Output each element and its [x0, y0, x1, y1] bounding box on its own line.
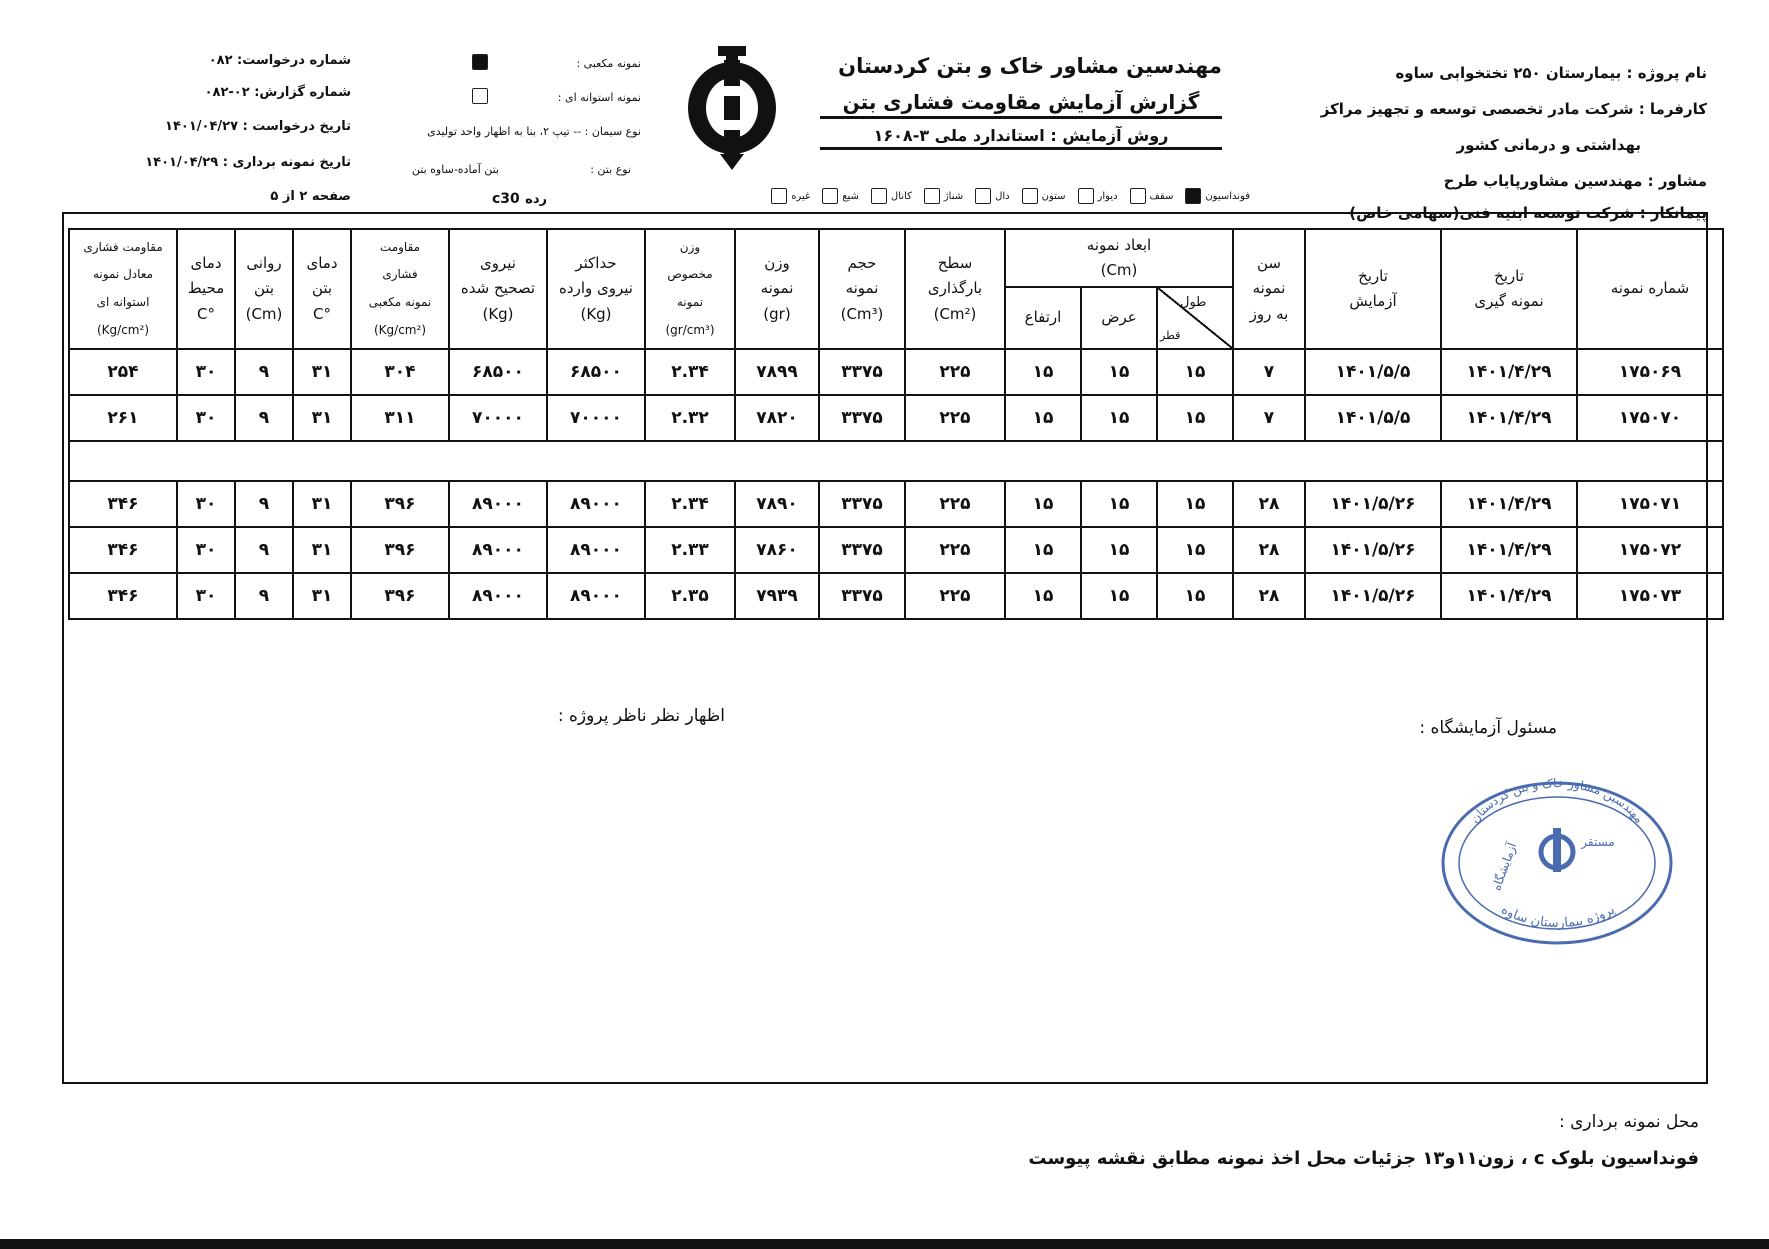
- table-cell: ۸۹۰۰۰: [449, 573, 547, 619]
- svg-text:مهندسین مشاور خاک و بتن کردستا: [1468, 778, 1647, 826]
- table-cell: ۱۵: [1005, 481, 1081, 527]
- table-cell: ۲۸: [1233, 527, 1305, 573]
- table-cell: ۳۱: [293, 573, 351, 619]
- table-cell: ۱۴۰۱/۴/۲۹: [1441, 573, 1577, 619]
- element-type-options: [720, 188, 1250, 204]
- stamp-ring-text: مهندسین مشاور خاک و بتن کردستان: [1467, 778, 1647, 826]
- table-cell: ۱۴۰۱/۵/۲۶: [1305, 573, 1441, 619]
- table-cell: ۱۵: [1005, 573, 1081, 619]
- table-row: [69, 395, 1723, 441]
- header-cube-strength: مقاومت فشاری نمونه مکعبی (Kg/cm²): [351, 229, 449, 349]
- table-cell: ۱۷۵۰۷۲: [1577, 527, 1723, 573]
- report-title: گزارش آزمایش مقاومت فشاری بتن: [820, 90, 1222, 119]
- element-option-slope[interactable]: شیع: [822, 188, 859, 204]
- table-cell: ۷۰۰۰۰: [547, 395, 645, 441]
- header-width: عرض: [1081, 287, 1157, 349]
- concrete-type-label: نوع بتن :: [590, 163, 631, 176]
- table-cell: ۳۳۷۵: [819, 573, 905, 619]
- element-checkbox[interactable]: [771, 188, 787, 204]
- header-weight: وزن نمونه (gr): [735, 229, 819, 349]
- sampling-date: تاریخ نمونه برداری : ۱۴۰۱/۰۴/۲۹: [145, 155, 351, 170]
- element-checkbox[interactable]: [1022, 188, 1038, 204]
- table-cell: ۲۲۵: [905, 349, 1005, 395]
- table-cell: ۸۹۰۰۰: [449, 527, 547, 573]
- table-cell: ۳۰: [177, 349, 235, 395]
- table-cell: ۸۹۰۰۰: [547, 481, 645, 527]
- employer: کارفرما : شرکت مادر تخصصی توسعه و تجهیز مراکز: [1320, 100, 1707, 118]
- table-cell: ۲.۳۲: [645, 395, 735, 441]
- table-cell: ۱۵: [1157, 527, 1233, 573]
- results-table-body: [69, 349, 1723, 619]
- table-cell: ۳۰۴: [351, 349, 449, 395]
- table-cell: ۷۸۲۰: [735, 395, 819, 441]
- element-checkbox[interactable]: [1078, 188, 1094, 204]
- table-cell: ۱۵: [1081, 573, 1157, 619]
- table-cell: ۳۴۶: [69, 527, 177, 573]
- table-cell: ۳۹۶: [351, 573, 449, 619]
- table-cell: ۹: [235, 481, 293, 527]
- table-cell: ۸۹۰۰۰: [547, 527, 645, 573]
- concrete-grade-value: c30: [492, 191, 520, 207]
- header-test-date: تاریخ آزمایش: [1305, 229, 1441, 349]
- element-checkbox[interactable]: [924, 188, 940, 204]
- table-cell: ۱۷۵۰۷۱: [1577, 481, 1723, 527]
- table-cell: ۱۵: [1005, 349, 1081, 395]
- table-cell: ۶۸۵۰۰: [449, 349, 547, 395]
- laboratory-stamp: [1438, 778, 1676, 948]
- sampling-location-label: محل نمونه برداری :: [1558, 1112, 1699, 1132]
- table-cell: ۹: [235, 395, 293, 441]
- table-cell: ۱۴۰۱/۵/۲۶: [1305, 527, 1441, 573]
- scan-edge: [0, 1239, 1769, 1249]
- table-cell: ۳۴۶: [69, 481, 177, 527]
- request-date: تاریخ درخواست : ۱۴۰۱/۰۴/۲۷: [165, 119, 351, 134]
- stamp-bottom-text: پروژه بیمارستان ساوه: [1498, 902, 1618, 932]
- header-sampling-date: تاریخ نمونه گیری: [1441, 229, 1577, 349]
- company-name: مهندسین مشاور خاک و بتن کردستان: [838, 54, 1222, 78]
- sampling-location-value: فونداسیون بلوک c ، زون۱۱و۱۳ جزئیات محل اخذ نمونه مطابق نقشه پیوست: [1028, 1148, 1699, 1169]
- element-option-column[interactable]: ستون: [1022, 188, 1066, 204]
- table-cell: ۲.۳۴: [645, 349, 735, 395]
- header-cylinder-strength: مقاومت فشاری معادل نمونه استوانه ای (Kg/cm²): [69, 229, 177, 349]
- table-cell: ۶۸۵۰۰: [547, 349, 645, 395]
- header-volume: حجم نمونه (Cm³): [819, 229, 905, 349]
- table-cell: ۷۸۹۰: [735, 481, 819, 527]
- contractor: پیمانکار : شرکت توسعه ابنیه فنی(سهامی خاص): [1349, 204, 1707, 222]
- table-cell: ۳۰: [177, 573, 235, 619]
- element-checkbox[interactable]: [871, 188, 887, 204]
- table-cell: ۲۲۵: [905, 527, 1005, 573]
- page-indicator: صفحه ۲ از ۵: [270, 189, 351, 204]
- table-cell: ۱۵: [1157, 395, 1233, 441]
- consultant: مشاور : مهندسین مشاورپایاب طرح: [1443, 172, 1707, 190]
- table-row: [69, 349, 1723, 395]
- table-cell: ۸۹۰۰۰: [449, 481, 547, 527]
- element-option-foundation[interactable]: فونداسیون: [1185, 188, 1250, 204]
- table-cell: ۱۷۵۰۷۰: [1577, 395, 1723, 441]
- cement-type: نوع سیمان : -- تیپ ۲، بنا به اظهار واحد تولیدی: [427, 125, 641, 138]
- table-header-row: [69, 229, 1723, 287]
- table-cell: ۳۱: [293, 527, 351, 573]
- table-cell: ۱۵: [1157, 481, 1233, 527]
- table-cell: ۱۵: [1157, 573, 1233, 619]
- table-row: [69, 481, 1723, 527]
- table-cell: ۲۲۵: [905, 481, 1005, 527]
- header-age: سن نمونه به روز: [1233, 229, 1305, 349]
- table-cell: ۳۰: [177, 527, 235, 573]
- table-cell: ۲۲۵: [905, 573, 1005, 619]
- table-cell: ۱۵: [1081, 527, 1157, 573]
- table-row-blank: [69, 441, 1723, 481]
- project-name: نام پروژه : بیمارستان ۲۵۰ تختخوابی ساوه: [1395, 64, 1707, 82]
- element-option-wall[interactable]: دیوار: [1078, 188, 1118, 204]
- element-checkbox[interactable]: [1185, 188, 1201, 204]
- lab-responsible-label: مسئول آزمایشگاه :: [1419, 718, 1557, 738]
- concrete-grade-label: رده: [525, 192, 547, 207]
- header-length-diameter: طول قطر: [1157, 287, 1233, 349]
- table-cell: ۱۷۵۰۷۳: [1577, 573, 1723, 619]
- element-checkbox[interactable]: [822, 188, 838, 204]
- table-cell: ۷۸۹۹: [735, 349, 819, 395]
- element-checkbox[interactable]: [975, 188, 991, 204]
- table-cell: ۷۹۳۹: [735, 573, 819, 619]
- table-cell: ۳۱۱: [351, 395, 449, 441]
- table-cell: ۲.۳۵: [645, 573, 735, 619]
- table-cell: ۸۹۰۰۰: [547, 573, 645, 619]
- header-loading-area: سطح بارگذاری (Cm²): [905, 229, 1005, 349]
- cylinder-sample-checkbox[interactable]: [472, 88, 488, 104]
- table-cell: ۲۵۴: [69, 349, 177, 395]
- company-logo: [684, 46, 780, 172]
- supervisor-opinion-label: اظهار نظر ناظر پروژه :: [557, 706, 725, 726]
- table-cell: ۱۵: [1081, 349, 1157, 395]
- cube-sample-checkbox[interactable]: [472, 54, 488, 70]
- table-cell: ۳۹۶: [351, 481, 449, 527]
- table-cell: ۲.۳۴: [645, 481, 735, 527]
- element-option-channel[interactable]: کانال: [871, 188, 912, 204]
- element-option-tie-beam[interactable]: شناژ: [924, 188, 963, 204]
- table-cell: ۱۴۰۱/۴/۲۹: [1441, 395, 1577, 441]
- header-height: ارتفاع: [1005, 287, 1081, 349]
- header-dimensions: ابعاد نمونه (Cm): [1005, 229, 1233, 287]
- table-cell: ۳۱: [293, 395, 351, 441]
- header-concrete-temp: دمای بتن °C: [293, 229, 351, 349]
- table-row: [69, 527, 1723, 573]
- table-cell: ۲.۳۳: [645, 527, 735, 573]
- table-cell: ۳۳۷۵: [819, 395, 905, 441]
- table-cell: ۱۴۰۱/۵/۵: [1305, 395, 1441, 441]
- table-cell: ۳۰: [177, 481, 235, 527]
- cube-sample-label: نمونه مکعبی :: [576, 57, 641, 70]
- svg-text:پروژه بیمارستان ساوه: [1499, 902, 1618, 931]
- request-number: شماره درخواست: ۰۸۲: [208, 53, 351, 68]
- table-cell: ۷۸۶۰: [735, 527, 819, 573]
- header-density: وزن مخصوص نمونه (gr/cm³): [645, 229, 735, 349]
- header-sample-number: شماره نمونه: [1577, 229, 1723, 349]
- table-cell: ۳۱: [293, 349, 351, 395]
- table-cell: ۱۴۰۱/۵/۲۶: [1305, 481, 1441, 527]
- employer-continued: بهداشتی و درمانی کشور: [1456, 136, 1641, 154]
- table-cell: ۱۷۵۰۶۹: [1577, 349, 1723, 395]
- table-row: [69, 573, 1723, 619]
- concrete-type-value: بتن آماده-ساوه بتن: [411, 163, 499, 176]
- table-cell: ۹: [235, 573, 293, 619]
- table-cell: ۳۳۷۵: [819, 481, 905, 527]
- element-option-slab[interactable]: دال: [975, 188, 1010, 204]
- element-option-roof[interactable]: سقف: [1130, 188, 1174, 204]
- header-ambient-temp: دمای محیط °C: [177, 229, 235, 349]
- table-cell: ۱۴۰۱/۴/۲۹: [1441, 481, 1577, 527]
- report-number: شماره گزارش: ۰۲-۰۸۲: [204, 85, 351, 100]
- table-cell: [69, 441, 1723, 481]
- table-cell: ۳۱: [293, 481, 351, 527]
- table-cell: ۷۰۰۰۰: [449, 395, 547, 441]
- table-cell: ۱۵: [1005, 527, 1081, 573]
- table-cell: ۳۴۶: [69, 573, 177, 619]
- element-checkbox[interactable]: [1130, 188, 1146, 204]
- table-cell: ۹: [235, 349, 293, 395]
- table-cell: ۱۴۰۱/۴/۲۹: [1441, 527, 1577, 573]
- header-slump: روانی بتن (Cm): [235, 229, 293, 349]
- table-cell: ۱۴۰۱/۵/۵: [1305, 349, 1441, 395]
- table-cell: ۳۹۶: [351, 527, 449, 573]
- table-cell: ۲۸: [1233, 481, 1305, 527]
- table-cell: ۳۰: [177, 395, 235, 441]
- header-corrected-force: نیروی تصحیح شده (Kg): [449, 229, 547, 349]
- table-cell: ۱۵: [1157, 349, 1233, 395]
- table-cell: ۱۵: [1005, 395, 1081, 441]
- cylinder-sample-label: نمونه استوانه ای :: [557, 91, 641, 104]
- table-cell: ۲۲۵: [905, 395, 1005, 441]
- test-method: روش آزمایش : استاندارد ملی ۳-۱۶۰۸: [820, 126, 1222, 150]
- table-cell: ۲۸: [1233, 573, 1305, 619]
- stamp-side-text: آزمایشگاه: [1489, 840, 1520, 893]
- table-cell: ۷: [1233, 395, 1305, 441]
- table-cell: ۳۳۷۵: [819, 527, 905, 573]
- results-table: [68, 228, 1724, 620]
- header-max-force: حداکثر نیروی وارده (Kg): [547, 229, 645, 349]
- table-cell: ۷: [1233, 349, 1305, 395]
- table-cell: ۱۵: [1081, 481, 1157, 527]
- table-cell: ۱۴۰۱/۴/۲۹: [1441, 349, 1577, 395]
- table-cell: ۹: [235, 527, 293, 573]
- table-cell: ۳۳۷۵: [819, 349, 905, 395]
- stamp-center-text: مستقر: [1581, 835, 1615, 849]
- table-cell: ۲۶۱: [69, 395, 177, 441]
- table-cell: ۱۵: [1081, 395, 1157, 441]
- element-option-other[interactable]: غیره: [771, 188, 810, 204]
